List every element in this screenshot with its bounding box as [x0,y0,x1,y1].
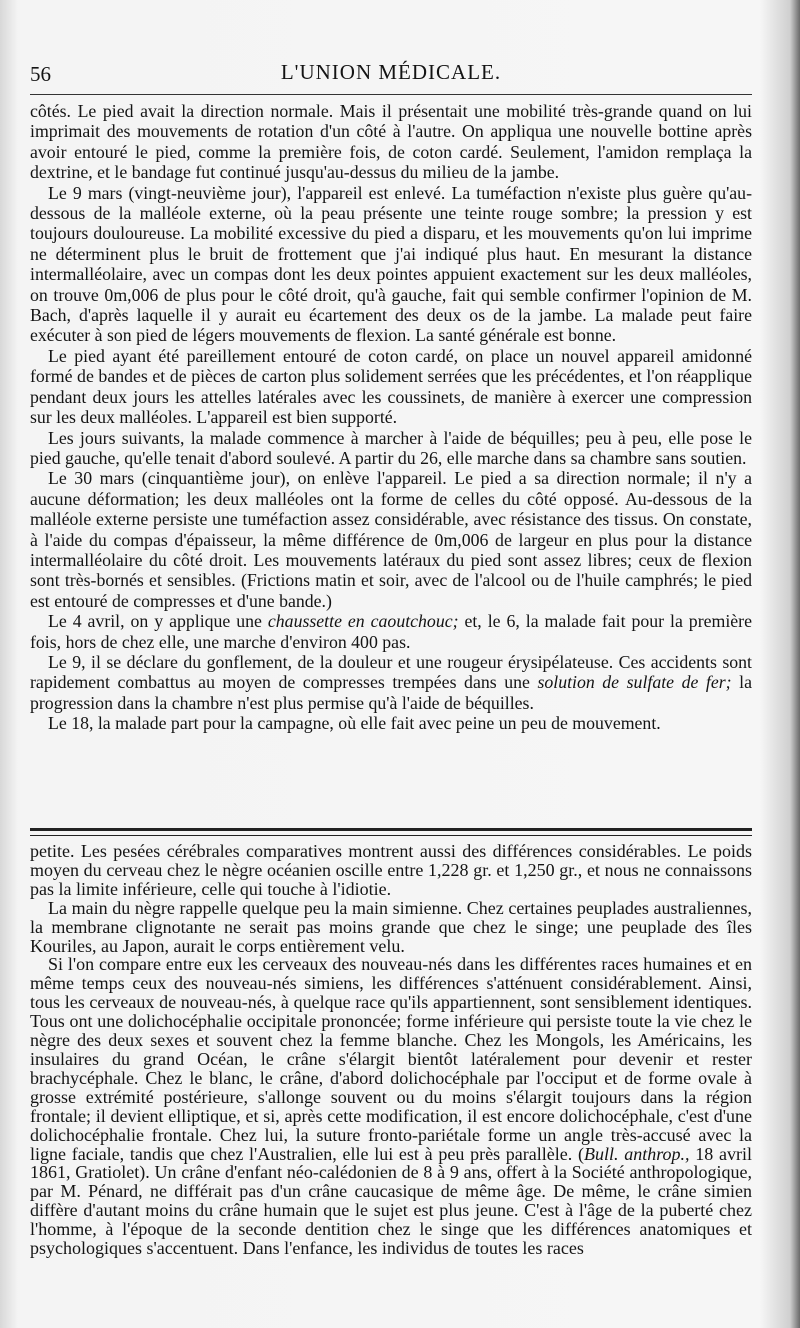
feuilleton-column [30,842,752,1258]
running-title: L'UNION MÉDICALE. [280,60,502,84]
section-separator-thin [30,835,752,836]
paragraph [30,611,752,652]
page-header [30,58,752,90]
paragraph: côtés. Le pied avait la direction normale. Mais il présentait une mobilité très-grande quand on lui imprimait des mouvements de rotation d'un côté à l'autre. On appliqua une nouvelle bottine après avoir entouré le pied, comme la première fois, de coton cardé. Seulement, l'amidon remplaça la dextrine, et le bandage fut continué jusqu'au-dessus du milieu de la jambe. [30,101,752,183]
case-report-column [30,101,752,734]
header-rule [30,94,752,95]
paragraph: Le 9 mars (vingt-neuvième jour), l'appareil est enlevé. La tuméfaction n'existe plus guère qu'au-dessous de la malléole externe, où la peau présente une teinte rouge sombre; la pression y est toujours douloureuse. La mobilité excessive du pied a disparu, et les mouvements qu'on lui imprime ne déterminent plus le bruit de frottement que j'ai indiqué plus haut. En mesurant la distance intermalléolaire, avec un compas dont les deux pointes appuient exactement sur les deux malléoles, on trouve 0m,006 de plus pour le côté droit, qu'à gauche, fait qui semble confirmer l'opinion de M. Bach, d'après laquelle il y aurait eu écartement des deux os de la jambe. La malade peut faire exécuter à son pied de légers mouvements de flexion. La santé générale est bonne. [30,182,752,346]
paragraph [30,955,752,1258]
text-run: Si l'on compare entre eux les cerveaux des nouveau-nés dans les différentes races humaines et en même temps ceux des nouveau-nés simiens, les différences s'atténuent considérablement. Ainsi, tous les cerveaux de nouveau-nés, à quelque race qu'ils appartiennent, sont sensiblement identiques. Tous ont une dolichocéphalie occipitale prononcée; forme inférieure qui persiste toute la vie chez le nègre des deux sexes et souvent chez la femme blanche. Chez les Mongols, les Américains, les insulaires du grand Océan, le crâne s'élargit bientôt latéralement pour devenir et rester brachycéphale. Chez le blanc, le crâne, d'abord dolichocéphale par l'occiput et de forme ovale à grosse extrémité postérieure, s'allonge souvent ou du moins s'élargit toujours dans la région frontale; il devient elliptique, et si, après cette modification, il est encore dolichocéphale, c'est d'une dolichocéphalie frontale. Chez lui, la suture fronto-pariétale forme un angle très-accusé avec la ligne faciale, tandis que chez l'Australien, elle lui est à peu près parallèle. ( [30,954,752,1164]
paragraph: petite. Les pesées cérébrales comparatives montrent aussi des différences considérables. Le poids moyen du cerveau chez le nègre océanien oscille entre 1,228 gr. et 1,250 gr., et nous ne connaissons pas la limite inférieure, celle qui touche à l'idiotie. [30,841,752,899]
paragraph: Le 18, la malade part pour la campagne, où elle fait avec peine un peu de mouvement. [48,713,661,734]
paragraph: Le 30 mars (cinquantième jour), on enlève l'appareil. Le pied a sa direction normale; il n'y a aucune déformation; les deux malléoles ont la forme de celles du côté opposé. Au-dessous de la malléole externe persiste une tuméfaction assez considérable, avec résistance des tissus. On constate, à l'aide du compas d'épaisseur, la même différence de 0m,006 de largeur en plus pour la distance intermalléolaire du côté droit. Les mouvements latéraux du pied sont assez libres; ceux de flexion sont très-bornés et sensibles. (Frictions matin et soir, avec de l'alcool ou de l'huile camphrés; le pied est entouré de compresses et d'une bande.) [30,468,752,611]
page-number: 56 [30,62,51,86]
section-separator-thick [30,828,752,831]
paragraph: Les jours suivants, la malade commence à marcher à l'aide de béquilles; peu à peu, elle pose le pied gauche, qu'elle tenait d'abord soulevé. A partir du 26, elle marche dans sa chambre sans soutien. [30,427,752,468]
paragraph: La main du nègre rappelle quelque peu la main simienne. Chez certaines peuplades australiennes, la membrane clignotante ne serait pas moins grande que chez le singe; une peuplade des îles Kouriles, au Japon, aurait le corps entièrement velu. [30,897,752,956]
text-run: la progression dans la chambre n'est plus permise qu'à l'aide de béquilles. [30,672,752,713]
italic-run: chaussette en caoutchouc; [267,611,459,632]
paragraph [30,652,752,713]
text-run: Le 4 avril, on y applique une [48,611,268,632]
text-run: 18 avril 1861, Gratiolet). Un crâne d'enfant néo-calédonien de 8 à 9 ans, offert à la Société anthropologique, par M. Pénard, ne différait pas d'un crâne caucasique de même âge. De même, le crâne simien diffère d'autant moins du crâne humain que le sujet est plus jeune. C'est à l'âge de la puberté chez l'homme, à l'époque de la seconde dentition chez le singe que les différences anatomiques et psychologiques s'accentuent. Dans l'enfance, les individus de toutes les races [30,1143,752,1259]
text-run: Le 9, il se déclare du gonflement, de la douleur et une rougeur érysipélateuse. Ces accidents sont rapidement combattus au moyen de compresses trempées dans une [30,651,752,693]
italic-run: solution de sulfate de fer; [537,672,732,693]
text-run: et, le 6, la malade fait pour la première fois, hors de chez elle, une marche d'environ 400 pas. [30,611,752,652]
paragraph: Le pied ayant été pareillement entouré de coton cardé, on place un nouvel appareil amidonné formé de bandes et de pièces de carton plus solidement serrées que les précédentes, et l'on réapplique pendant deux jours les attelles latérales avec les coussinets, de manière à exercer une compression sur les deux malléoles. L'appareil est bien supporté. [30,345,752,428]
italic-run: Bull. anthrop., [583,1143,690,1164]
